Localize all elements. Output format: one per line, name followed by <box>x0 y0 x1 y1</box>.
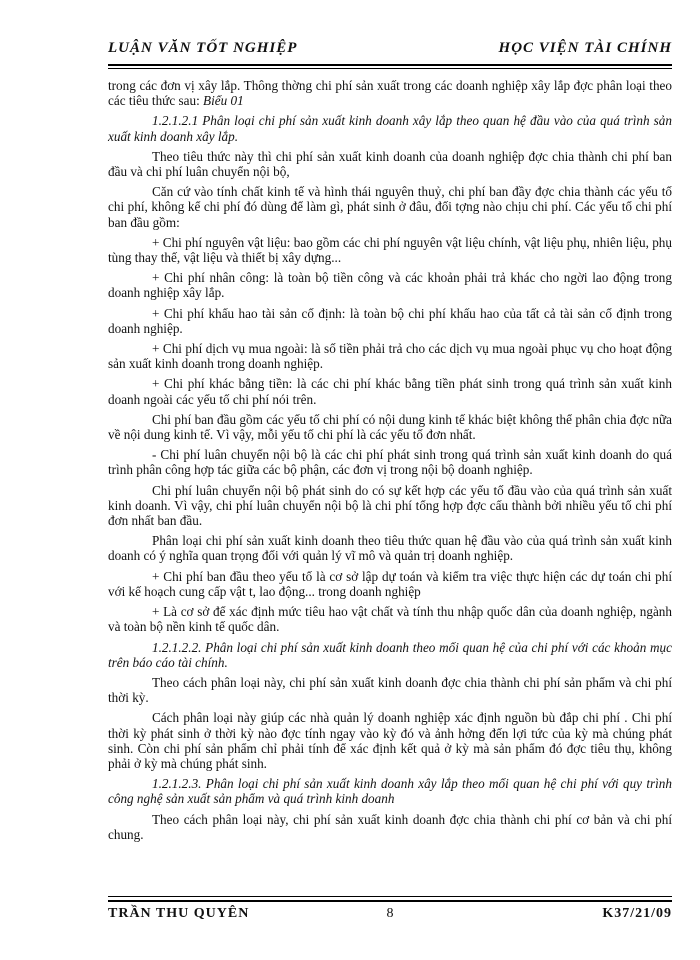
list-item: + Là cơ sở để xác định mức tiêu hao vật chất và tính thu nhập quốc dân của doanh nghiệp, ngành và toàn bộ nền kinh tế quốc dân. <box>108 604 672 635</box>
page-number: 8 <box>386 906 394 921</box>
paragraph: Theo cách phân loại này, chi phí sản xuất kinh doanh đợc chia thành chi phí sản phẩm và chi phí thời kỳ. <box>108 674 672 706</box>
section-heading-2: 1.2.1.2.2. Phân loại chi phí sản xuất kinh doanh theo mối quan hệ của chi phí với các khoản mục trên báo cáo tài chính. <box>108 639 672 670</box>
page-body <box>108 78 672 847</box>
paragraph-intro: trong các đơn vị xây lắp. Thông thờng chi phí sản xuất trong các doanh nghiệp xây lắp đợc phân loại theo các tiêu thức sau: Biểu 01 <box>108 78 672 109</box>
list-item: + Chi phí ban đầu theo yếu tố là cơ sở lập dự toán và kiểm tra việc thực hiện các dự toán chi phí với kế hoạch cung cấp vật t, lao động... trong doanh nghiệp <box>108 568 672 599</box>
header-institution: HỌC VIỆN TÀI CHÍNH <box>498 40 672 56</box>
list-item: + Chi phí khác bằng tiền: là các chi phí khác bằng tiền phát sinh trong quá trình sản xuất kinh doanh ngoài các yếu tố chi phí nói trên. <box>108 376 672 407</box>
paragraph: Căn cứ vào tính chất kinh tế và hình thái nguyên thuỷ, chi phí ban đầy đợc chia thành các yếu tố chi phí, không kể chi phí đó dùng để làm gì, phát sinh ở đâu, đối tợng nào chịu chi phí. Các yếu tố chi phí ban đầu gồm: <box>108 184 672 230</box>
paragraph: Chi phí ban đầu gồm các yếu tố chi phí có nội dung kinh tế khác biệt không thể phân chia đợc nữa về nội dung kinh tế. Vì vậy, mỗi yếu tố chi phí là các yếu tố đơn nhất. <box>108 411 672 443</box>
footer-rule-thin <box>108 896 672 897</box>
paragraph: Theo tiêu thức này thì chi phí sản xuất kinh doanh của doanh nghiệp đợc chia thành chi phí ban đầu và chi phí luân chuyển nội bộ, <box>108 148 672 180</box>
header-rule-thick <box>108 64 672 66</box>
paragraph: Chi phí luân chuyển nội bộ phát sinh do có sự kết hợp các yếu tố đầu vào của quá trình sản xuất kinh doanh. Vì vậy, chi phí luân chuyển nội bộ là chi phí tổng hợp đợc cấu thành bởi nhiều yếu tố chi phí đơn nhất ban đầu. <box>108 482 672 529</box>
list-item: + Chi phí nhân công: là toàn bộ tiền công và các khoản phải trả khác cho ngời lao động trong doanh nghiệp xây lắp. <box>108 270 672 301</box>
paragraph: - Chi phí luân chuyển nội bộ là các chi phí phát sinh trong quá trình sản xuất kinh doanh do quá trình phân công hợp tác giữa các bộ phận, các đơn vị trong nội bộ doanh nghiệp. <box>108 447 672 478</box>
header-thesis-title: LUẬN VĂN TỐT NGHIỆP <box>108 40 298 56</box>
section-heading-1: 1.2.1.2.1 Phân loại chi phí sản xuất kinh doanh xây lắp theo quan hệ đầu vào của quá trình sản xuất kinh doanh xây lắp. <box>108 113 672 144</box>
footer-author: TRẦN THU QUYÊN <box>108 906 250 921</box>
list-item: + Chi phí nguyên vật liệu: bao gồm các chi phí nguyên vật liệu chính, vật liệu phụ, nhiên liệu, phụ tùng thay thế, vật liệu và thiết bị xây dựng... <box>108 234 672 266</box>
list-item: + Chi phí dịch vụ mua ngoài: là số tiền phải trả cho các dịch vụ mua ngoài phục vụ cho hoạt động sản xuất kinh doanh trong doanh nghiệp. <box>108 341 672 372</box>
footer-class-code: K37/21/09 <box>602 906 672 921</box>
footer-rule-thick <box>108 900 672 902</box>
paragraph: Cách phân loại này giúp các nhà quản lý doanh nghiệp xác định nguồn bù đắp chi phí . Chi phí thời kỳ phát sinh ở thời kỳ nào đợc tính ngay vào kỳ đó và ảnh hởng đến lợi tức của kỳ mà chúng phát sinh. Còn chi phí sản phẩm chỉ phải tính để xác định kết quả ở kỳ mà sản phẩm đó đợc tiêu thụ, không phải ở kỳ mà chúng phát sinh. <box>108 710 672 771</box>
section-heading-3: 1.2.1.2.3. Phân loại chi phí sản xuất kinh doanh xây lắp theo mối quan hệ chi phí với quy trình công nghệ sản xuất sản phẩm và quá trình kinh doanh <box>108 776 672 807</box>
page-header <box>108 40 672 62</box>
page-footer <box>108 906 672 926</box>
header-rule-thin <box>108 68 672 69</box>
appendix-reference: Biểu 01 <box>203 93 244 109</box>
paragraph: Theo cách phân loại này, chi phí sản xuất kinh doanh đợc chia thành chi phí cơ bản và chi phí chung. <box>108 811 672 842</box>
paragraph: Phân loại chi phí sản xuất kinh doanh theo tiêu thức quan hệ đầu vào của quá trình sản xuất kinh doanh có ý nghĩa quan trọng đối với quản lý vĩ mô và quản trị doanh nghiệp. <box>108 533 672 564</box>
list-item: + Chi phí khấu hao tài sản cố định: là toàn bộ chi phí khấu hao của tất cả tài sản cố định trong doanh nghiệp. <box>108 305 672 336</box>
